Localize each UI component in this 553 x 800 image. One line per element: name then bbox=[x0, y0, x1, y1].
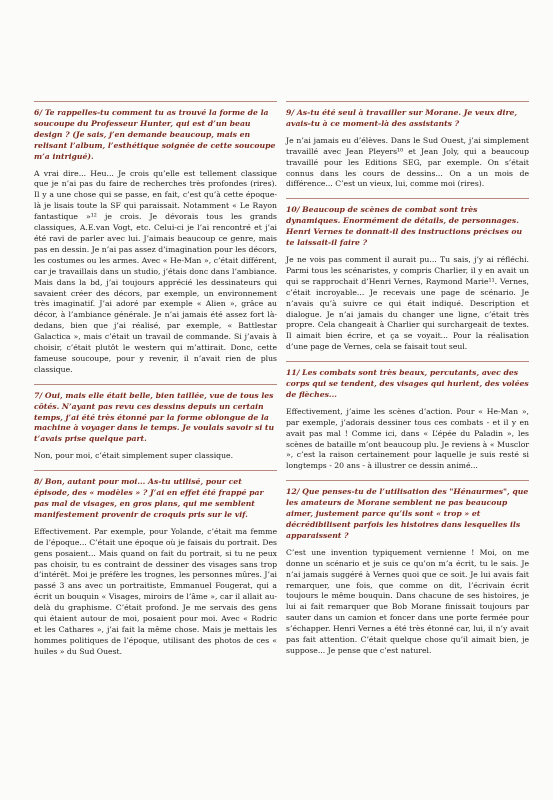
question-6: 6/ Te rappelles-tu comment tu as trouvé la forme de la soucoupe du Professeur Hunter, qui est d’un beau design ? (Je sais, j’en demande beaucoup, mais en relisant l’album, l’esthétique soignée de cette soucoupe m’a intrigué). bbox=[34, 108, 276, 161]
right-column bbox=[286, 95, 529, 665]
answer-12: C’est une invention typiquement vernienne ! Moi, on me donne un scénario et je suis ce qu’on m’a écrit, tu le sais. Je n’ai jamais suggéré à Vernes quoi que ce soit. Je lui avais fait remarquer, une fois, que comme on dit, l’écrivain écrit toujours le même bouquin. Dans chacune de ses histoires, je lui ai fait remarquer que Bob Morane finissait toujours par sauter dans un camion et foncer dans une porte fermée pour s’échapper. Henri Vernes a été très étonné car, lui, il n’y avait pas fait attention. C’était quelque chose qu’il aimait bien, je suppose... Je pense que c’est naturel. bbox=[286, 547, 529, 655]
question-8: 8/ Bon, autant pour moi... As-tu utilisé, pour cet épisode, des « modèles » ? J’ai en effet été frappé par pas mal de visages, en gros plans, qui me semblent manifestement provenir de croquis pris sur le vif. bbox=[34, 477, 264, 519]
question-12: 12/ Que penses-tu de l’utilisation des "Hénaurmes", que les amateurs de Morane semblent ne pas beaucoup aimer, justement parce qu’ils sont « trop » et décrédibilisent parfois les histoires dans lesquelles ils apparaissent ? bbox=[286, 487, 529, 540]
question-11: 11/ Les combats sont très beaux, percutants, avec des corps qui se tendent, des visages qui hurlent, des volées de flèches... bbox=[286, 368, 529, 399]
question-7: 7/ Oui, mais elle était belle, bien taillée, vue de tous les côtés. N’ayant pas revu ces dessins depuis un certain temps, j’ai été très étonné par la forme oblongue de la machine à voyager dans le temps. Je voulais savoir si tu t’avais prise quelque part. bbox=[34, 390, 275, 444]
answer-11: Effectivement, j’aime les scènes d’action. Pour « He-Man », par exemple, j’adorais dessiner tous ces combats - et il y en avait pas mal ! Comme ici, dans « L’épée du Paladin », les scènes de bataille m’ont beaucoup plu. Je reviens à « Musclor », c’est la raison certainement pour laquelle je suis resté si longtemps - 20 ans - à illustrer ce dessin animé... bbox=[286, 406, 529, 471]
divider bbox=[34, 101, 277, 102]
divider bbox=[286, 101, 529, 102]
question-10: 10/ Beaucoup de scènes de combat sont très dynamiques. Enormément de détails, de personnages. Henri Vernes te donnait-il des instructions précises ou te laissait-il faire ? bbox=[286, 205, 523, 248]
answer-7: Non, pour moi, c’était simplement super classique. bbox=[34, 451, 234, 461]
divider bbox=[34, 470, 277, 471]
answer-6: A vrai dire... Heu... Je crois qu’elle est tellement classique que je n’ai pas du faire de recherches très profondes (rires). Il y a une chose qui se passe, en fait, c’est qu’à cette époque-là je lisais toute la SF qui paraissait. Notamment « Le Rayon fantastique »¹² je crois. Je dévorais tous les grands classiques, A.E.van Vogt, etc. Celui-ci je l’ai rencontré et j’ai été ravi de parler avec lui. J’aimais beaucoup ce genre, mais pas en dessin. Je n’ai pas assez d’imagination pour les décors, les costumes ou les armes. Avec « He-Man », c’était différent, car je travaillais dans un studio, j’étais donc dans l’ambiance. Mais dans la bd, j’ai toujours apprécié les dessinateurs qui savaient créer des décors, par exemple, un environnement très imaginatif. J’ai adoré par exemple « Alien », grâce au décor, à l’ambiance générale. Je n’ai jamais été assez fort là-dedans, bien que j’ai réalisé, par exemple, « Battlestar Galactica », mais c’était un travail de commande. Si j’avais à choisir, c’était plutôt le western qui m’attirait. Donc, cette fameuse soucoupe, pour y revenir, il n’avait rien de plus classique. bbox=[34, 168, 277, 374]
answer-9: Je n’ai jamais eu d’élèves. Dans le Sud Ouest, j’ai simplement travaillé avec Jean Pleyers¹⁰ et Jean Joly, qui a beaucoup travaillé pour les Editions SEG, par exemple. On s’était connus dans les cours de dessins... On a un mois de différence... C’est un vieux, lui, comme moi (rires). bbox=[286, 135, 529, 189]
divider bbox=[286, 361, 529, 362]
question-9: 9/ As-tu été seul à travailler sur Morane. Je veux dire, avais-tu à ce moment-là des assistants ? bbox=[286, 108, 518, 128]
left-column bbox=[34, 95, 277, 666]
divider bbox=[286, 198, 529, 199]
answer-8: Effectivement. Par exemple, pour Yolande, c’était ma femme de l’époque... C’était une époque où je faisais du portrait. Des gens posaient... Mais quand on fait du portrait, si tu ne peux pas choisir, tu es contraint de dessiner des visages sans trop d’intérêt. Moi je préfère les trognes, les personnes mûres. J’ai passé 3 ans avec un portraitiste, Emmanuel Fougerat, qui a écrit un bouquin « Visages, miroirs de l’âme », car il allait au-delà du graphisme. C’était profond. Je me servais des gens qui étaient autour de moi, posaient pour moi. Avec « Rodric et les Cathares », j’ai fait la même chose. Mais je mettais les hommes politiques de l’époque, utilisant des photos de ces « huiles » du Sud Ouest. bbox=[34, 526, 277, 656]
divider bbox=[34, 384, 277, 385]
answer-10: Je ne vois pas comment il aurait pu... Tu sais, j’y ai réfléchi. Parmi tous les scénaristes, y compris Charlier, il y en avait un qui se rapprochait d’Henri Vernes, Raymond Marie¹¹. Vernes, c’était incroyable... Je recevais une page de scénario. Je n’avais qu’à suivre ce qui était indiqué. Description et dialogue. Je n’ai jamais du changer une ligne, c’était très propre. Cela changeait à Charlier qui surchargeait de textes. Il aimait bien écrire, et ça se voyait... Pour la réalisation d’une page de Vernes, cela se faisait tout seul. bbox=[286, 254, 529, 352]
divider bbox=[286, 480, 529, 481]
